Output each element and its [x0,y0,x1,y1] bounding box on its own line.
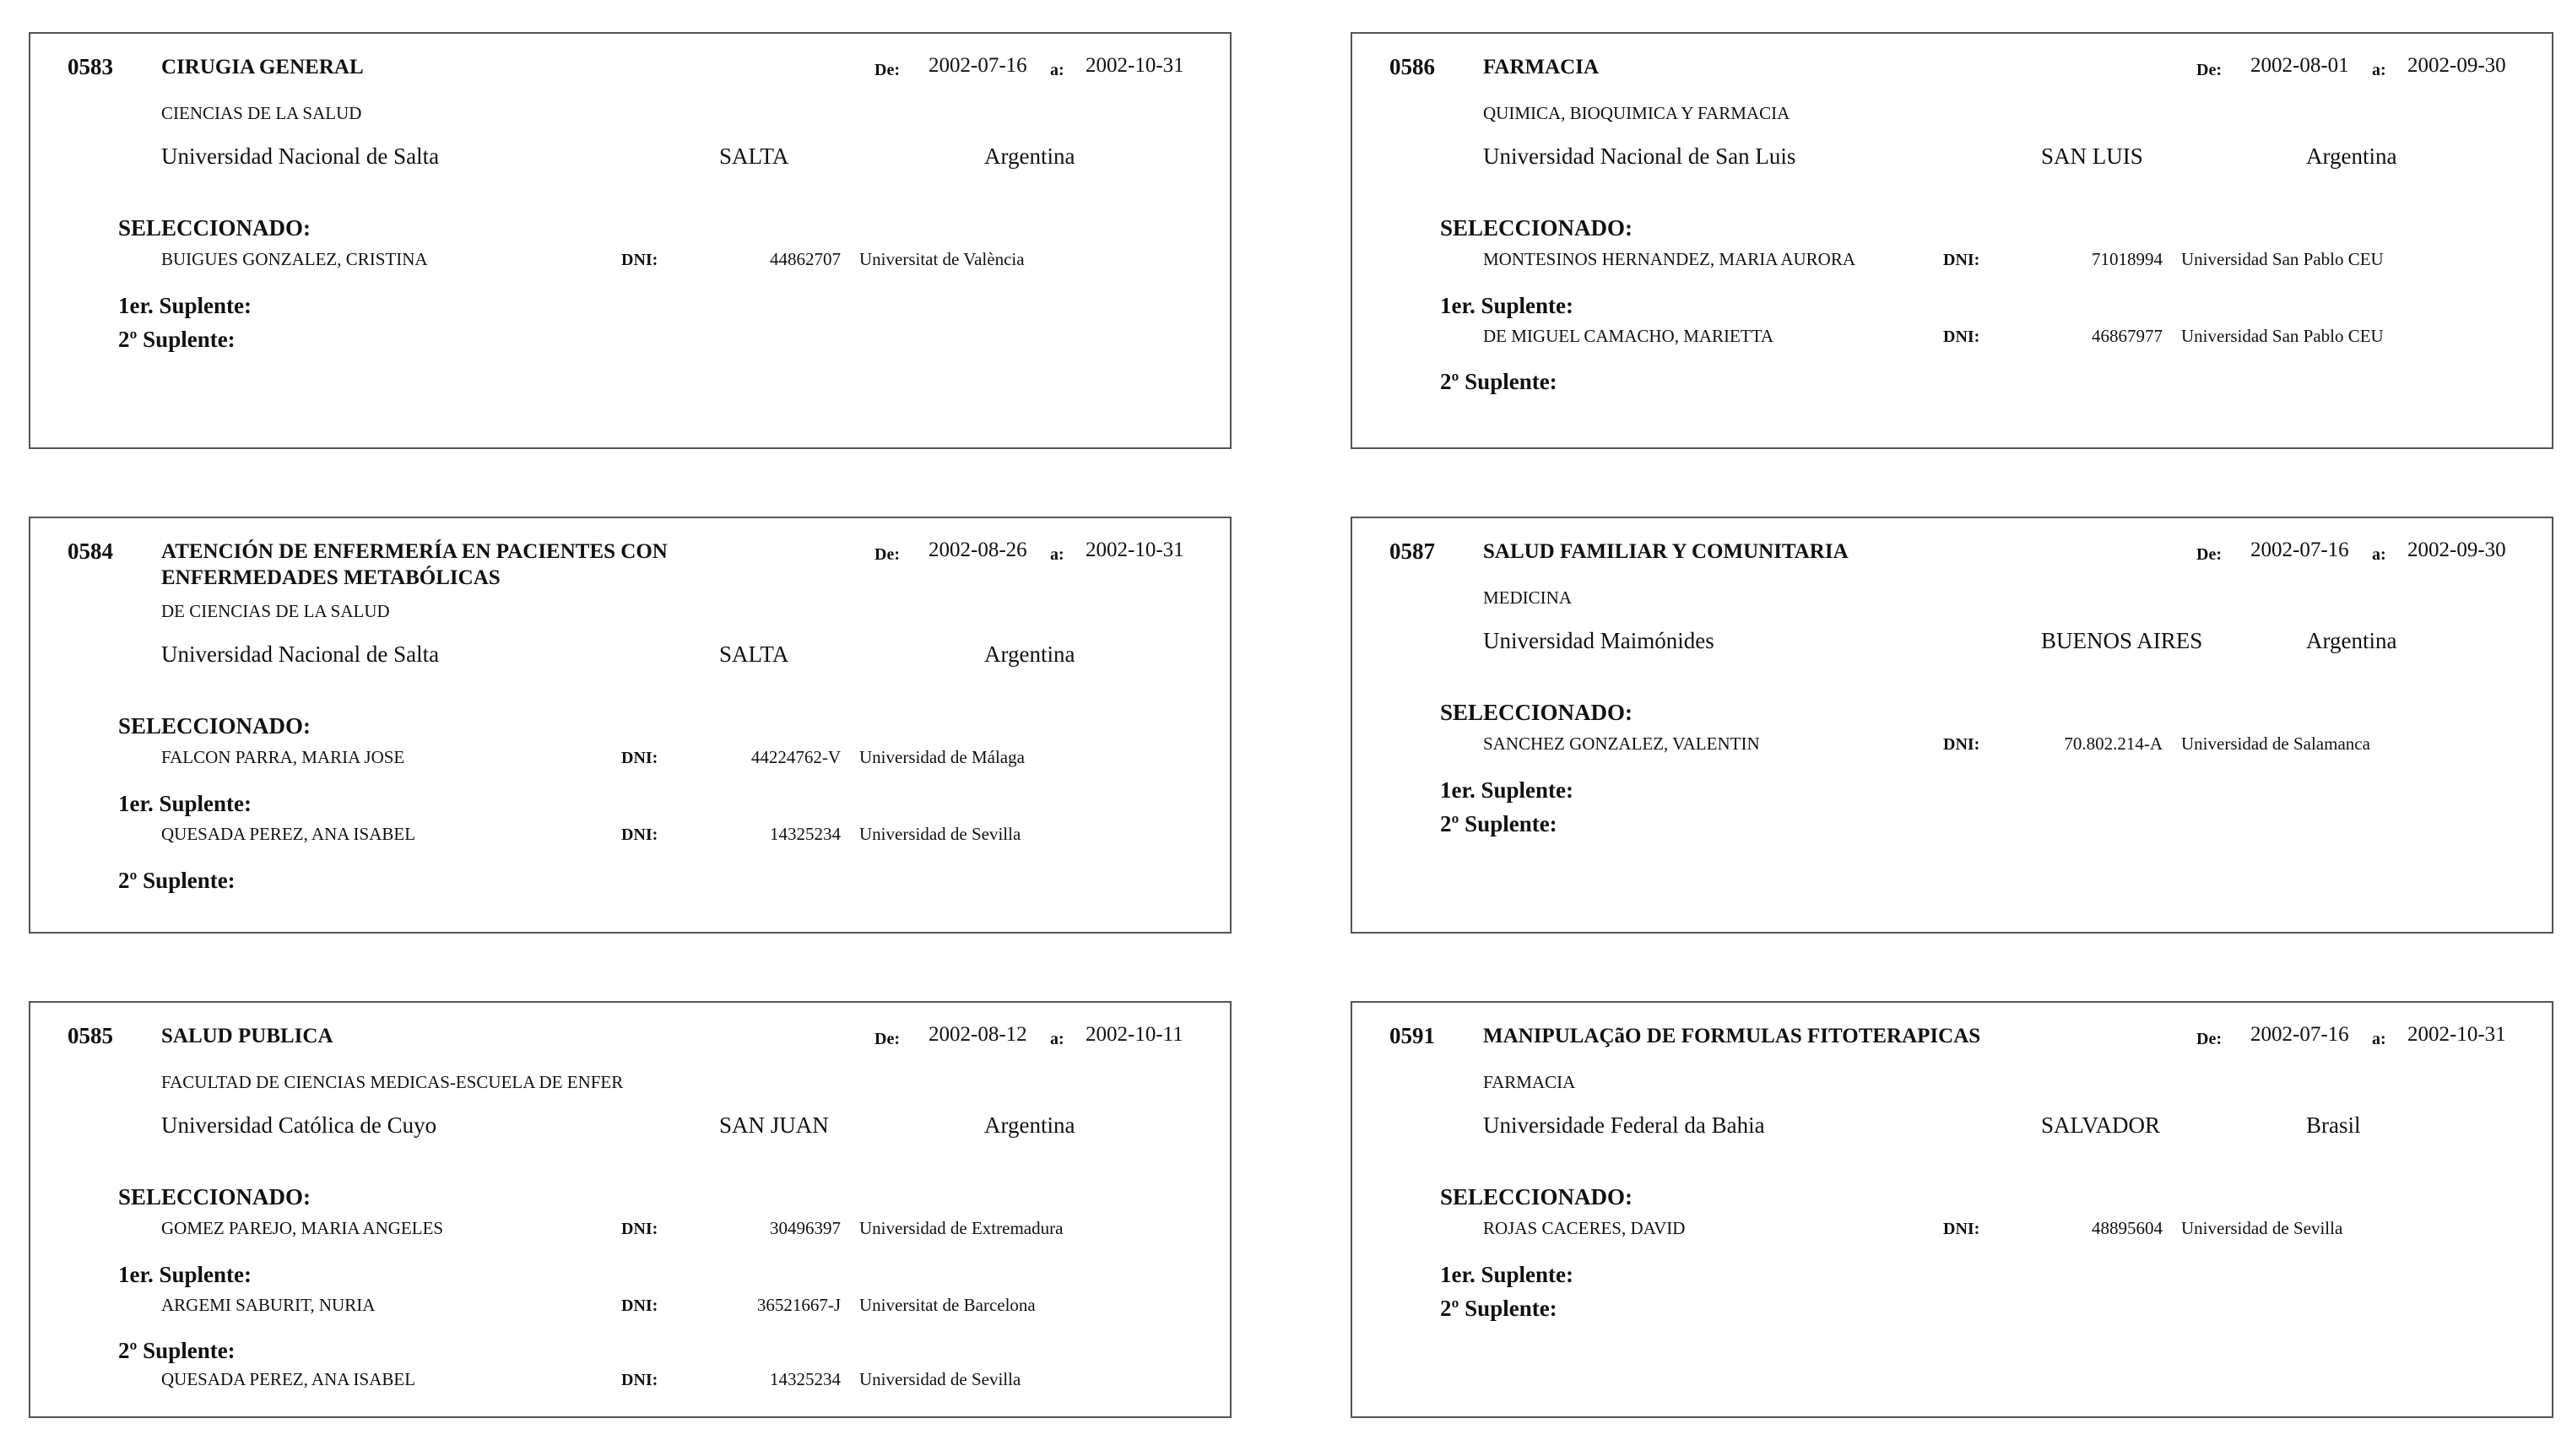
faculty: MEDICINA [1483,587,1572,608]
date-from: 2002-07-16 [2250,539,2349,561]
dni-value: 46867977 [2092,326,2163,346]
selected-header: SELECCIONADO: [1440,1184,1633,1210]
faculty: CIENCIAS DE LA SALUD [161,103,362,123]
program-code: 0583 [68,54,113,79]
second-substitute-name: QUESADA PEREZ, ANA ISABEL [161,1369,416,1389]
candidate-university: Universidad de Málaga [859,747,1025,767]
dni-value: 71018994 [2092,249,2163,269]
date-to-label: a: [2372,1030,2386,1048]
selected-header: SELECCIONADO: [118,215,311,241]
dni-value: 44862707 [770,249,841,269]
first-substitute-header: 1er. Suplente: [118,791,252,816]
program-code: 0591 [1389,1023,1435,1048]
selected-name: ROJAS CACERES, DAVID [1483,1218,1686,1238]
dni-label: DNI: [621,251,658,269]
date-to-label: a: [1050,61,1064,79]
date-from-label: De: [874,1030,900,1048]
date-from: 2002-08-01 [2250,54,2349,77]
grant-card [1351,1001,2553,1418]
selected-name: BUIGUES GONZALEZ, CRISTINA [161,249,428,269]
date-to: 2002-10-31 [1086,54,1184,77]
country: Brasil [2306,1112,2361,1138]
second-substitute-header: 2º Suplente: [1440,811,1557,836]
grant-card [29,32,1232,449]
host-university: Universidad Maimónides [1483,628,1714,653]
faculty: FARMACIA [1483,1072,1576,1092]
candidate-university: Universidad de Sevilla [2181,1218,2343,1238]
date-to-label: a: [1050,1030,1064,1048]
city: SALTA [719,143,789,169]
selected-header: SELECCIONADO: [118,1184,311,1210]
date-from: 2002-08-26 [929,539,1027,561]
first-substitute-header: 1er. Suplente: [1440,293,1574,318]
date-from-label: De: [2196,1030,2222,1048]
selected-header: SELECCIONADO: [118,713,311,739]
country: Argentina [2306,143,2397,169]
second-substitute-header: 2º Suplente: [1440,369,1557,394]
dni-value: 48895604 [2092,1218,2163,1238]
selected-name: GOMEZ PAREJO, MARIA ANGELES [161,1218,444,1238]
dni-label: DNI: [1943,1220,1980,1238]
program-code: 0585 [68,1023,113,1048]
first-substitute-header: 1er. Suplente: [1440,777,1574,803]
candidate-university: Universidad de Sevilla [859,824,1021,844]
date-to: 2002-10-11 [1086,1023,1183,1046]
host-university: Universidad Nacional de Salta [161,641,440,667]
dni-label: DNI: [621,749,658,767]
second-substitute-header: 2º Suplente: [1440,1296,1557,1321]
city: SALTA [719,641,789,667]
faculty: FACULTAD DE CIENCIAS MEDICAS-ESCUELA DE ENFER [161,1072,624,1092]
date-from: 2002-07-16 [2250,1023,2349,1046]
date-from-label: De: [2196,545,2222,564]
country: Argentina [984,1112,1075,1138]
second-substitute-header: 2º Suplente: [118,868,236,893]
program-title: ATENCIÓN DE ENFERMERÍA EN PACIENTES CON ENFERMEDADES METABÓLICAS [161,540,668,589]
date-to-label: a: [2372,545,2386,564]
faculty: QUIMICA, BIOQUIMICA Y FARMACIA [1483,103,1790,123]
program-title: FARMACIA [1483,56,1600,78]
country: Argentina [984,641,1075,667]
selected-header: SELECCIONADO: [1440,215,1633,241]
dni-label: DNI: [621,825,658,844]
dni-value: 14325234 [770,1369,841,1389]
candidate-university: Universidad de Extremadura [859,1218,1064,1238]
host-university: Universidad Nacional de San Luis [1483,143,1796,169]
dni-label: DNI: [1943,251,1980,269]
candidate-university: Universidad San Pablo CEU [2181,249,2384,269]
grant-card [29,1001,1232,1418]
candidate-university: Universidad de Sevilla [859,1369,1021,1389]
first-substitute-header: 1er. Suplente: [118,293,252,318]
host-university: Universidad Católica de Cuyo [161,1112,437,1138]
faculty: DE CIENCIAS DE LA SALUD [161,601,390,621]
date-to-label: a: [1050,545,1064,564]
first-substitute-header: 1er. Suplente: [118,1262,252,1287]
country: Argentina [984,143,1075,169]
dni-value: 36521667-J [756,1295,841,1315]
dni-label: DNI: [621,1371,658,1389]
first-substitute-name: ARGEMI SABURIT, NURIA [161,1295,376,1315]
date-to: 2002-09-30 [2407,54,2506,77]
selected-name: SANCHEZ GONZALEZ, VALENTIN [1483,733,1760,754]
program-code: 0584 [68,539,113,564]
date-to-label: a: [2372,61,2386,79]
city: SALVADOR [2041,1112,2161,1138]
candidate-university: Universitat de València [859,249,1025,269]
first-substitute-header: 1er. Suplente: [1440,1262,1574,1287]
date-to: 2002-10-31 [2407,1023,2506,1046]
dni-value: 14325234 [770,824,841,844]
dni-label: DNI: [1943,327,1980,346]
grant-card [1351,517,2553,934]
program-title: CIRUGIA GENERAL [161,56,364,78]
dni-value: 44224762-V [750,747,841,767]
host-university: Universidade Federal da Bahia [1483,1112,1765,1138]
first-substitute-name: QUESADA PEREZ, ANA ISABEL [161,824,416,844]
dni-label: DNI: [1943,735,1980,754]
date-from-label: De: [874,545,900,564]
candidate-university: Universitat de Barcelona [859,1295,1036,1315]
country: Argentina [2306,628,2397,653]
second-substitute-header: 2º Suplente: [118,327,236,352]
candidate-university: Universidad de Salamanca [2181,733,2370,754]
city: BUENOS AIRES [2041,628,2203,653]
date-from-label: De: [874,61,900,79]
program-code: 0586 [1389,54,1435,79]
city: SAN LUIS [2041,143,2143,169]
date-to: 2002-09-30 [2407,539,2506,561]
candidate-university: Universidad San Pablo CEU [2181,326,2384,346]
selected-name: FALCON PARRA, MARIA JOSE [161,747,405,767]
dni-value: 70.802.214-A [2064,733,2163,754]
grant-card [1351,32,2553,449]
city: SAN JUAN [719,1112,829,1138]
host-university: Universidad Nacional de Salta [161,143,440,169]
dni-label: DNI: [621,1296,658,1315]
dni-label: DNI: [621,1220,658,1238]
date-from: 2002-07-16 [929,54,1027,77]
date-to: 2002-10-31 [1086,539,1184,561]
first-substitute-name: DE MIGUEL CAMACHO, MARIETTA [1483,326,1774,346]
date-from-label: De: [2196,61,2222,79]
second-substitute-header: 2º Suplente: [118,1338,236,1363]
program-title: SALUD PUBLICA [161,1025,333,1047]
program-code: 0587 [1389,539,1435,564]
grant-card [29,517,1232,934]
selected-name: MONTESINOS HERNANDEZ, MARIA AURORA [1483,249,1856,269]
selected-header: SELECCIONADO: [1440,700,1633,725]
program-title: MANIPULAÇãO DE FORMULAS FITOTERAPICAS [1483,1025,1981,1047]
dni-value: 30496397 [770,1218,841,1238]
date-from: 2002-08-12 [929,1023,1027,1046]
program-title: SALUD FAMILIAR Y COMUNITARIA [1483,540,1849,563]
